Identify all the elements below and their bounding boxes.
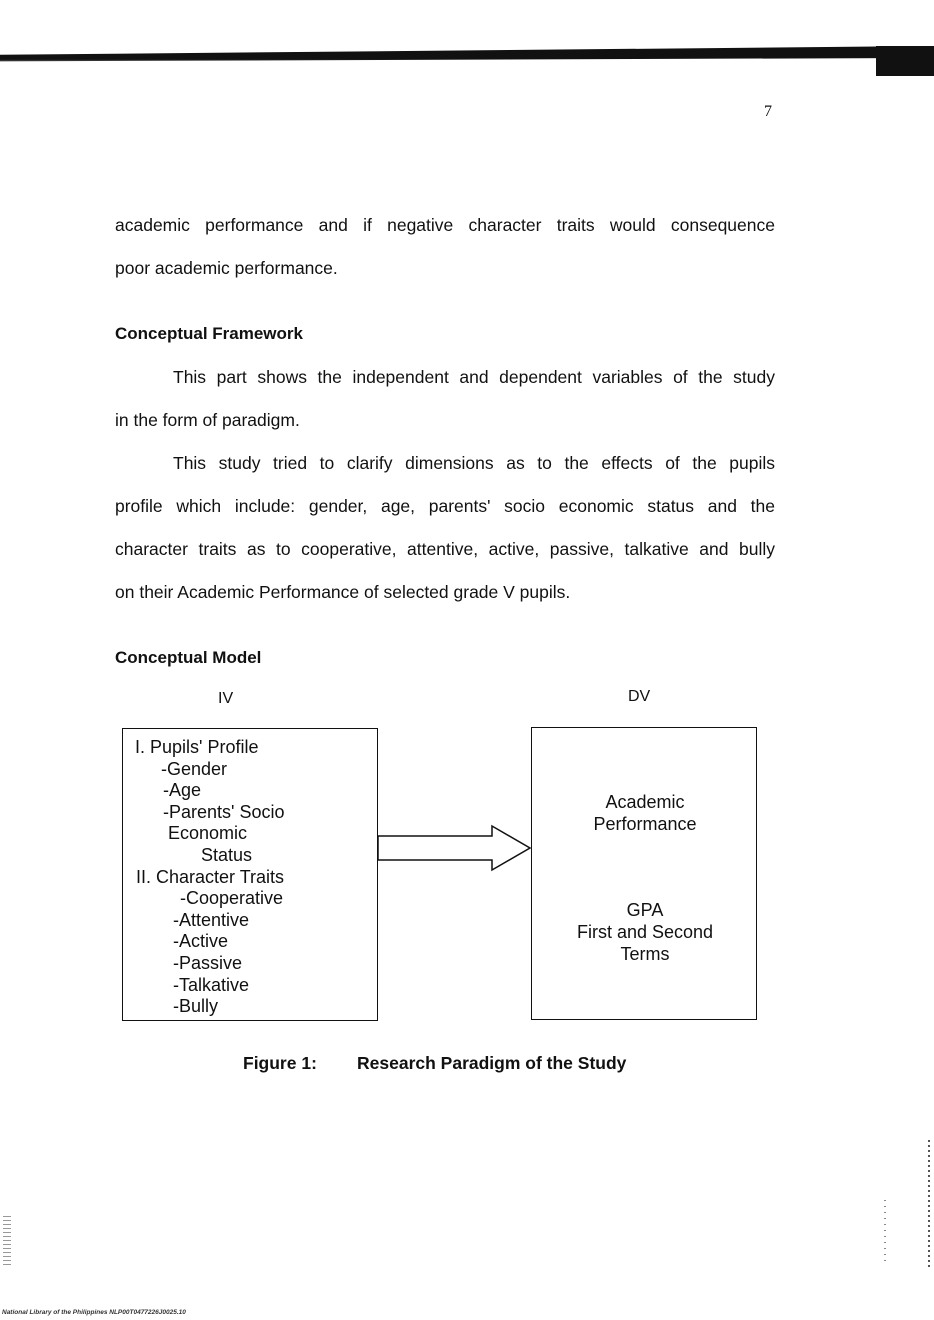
scan-edge-noise <box>928 1140 930 1268</box>
library-footer-mark: National Library of the Philippines NLP00T0477226J0025.10 <box>2 1309 186 1316</box>
framework-p2-line-4: on their Academic Performance of selected grade V pupils. <box>115 582 571 602</box>
framework-p2-line-3: character traits as to cooperative, attentive, active, passive, talkative and bully <box>115 539 775 559</box>
iv-item-cooperative: -Cooperative <box>180 888 284 909</box>
iv-item-passive: -Passive <box>173 952 243 973</box>
intro-line-2: poor academic performance. <box>115 258 338 278</box>
scan-edge-noise-left <box>3 1216 11 1266</box>
iv-item-status: Status <box>201 844 253 865</box>
iv-item-bully: -Bully <box>173 996 219 1017</box>
dv-performance: Performance <box>593 814 697 834</box>
framework-p1-line-2: in the form of paradigm. <box>115 410 300 430</box>
dv-first-second: First and Second <box>576 922 714 942</box>
figure-title: Research Paradigm of the Study <box>357 1053 627 1073</box>
framework-p2-line-2: profile which include: gender, age, parents' socio economic status and the <box>115 496 775 516</box>
iv-item-age: -Age <box>163 780 202 801</box>
iv-item-character-traits: II. Character Traits <box>136 866 285 887</box>
iv-item-parents-socio: -Parents' Socio <box>163 801 285 822</box>
iv-item-attentive: -Attentive <box>173 909 250 930</box>
framework-p1-line-1: This part shows the independent and dependent variables of the study <box>173 367 775 387</box>
scan-top-bar <box>0 46 934 68</box>
conceptual-model-heading: Conceptual Model <box>115 648 262 667</box>
iv-item-economic: Economic <box>168 823 248 844</box>
scan-edge-noise-inner <box>884 1200 886 1264</box>
dv-label: DV <box>628 688 651 705</box>
iv-item-active: -Active <box>173 931 229 952</box>
dv-academic: Academic <box>605 792 685 812</box>
scan-corner-mark <box>876 46 934 76</box>
dv-gpa: GPA <box>626 900 664 920</box>
iv-item-talkative: -Talkative <box>173 974 250 995</box>
right-arrow-icon <box>376 824 534 872</box>
framework-p2-line-1: This study tried to clarify dimensions as to the effects of the pupils <box>173 453 775 473</box>
intro-line-1: academic performance and if negative character traits would consequence <box>115 215 775 235</box>
dv-terms: Terms <box>620 944 670 964</box>
iv-item-gender: -Gender <box>161 758 228 779</box>
conceptual-framework-heading: Conceptual Framework <box>115 324 303 343</box>
figure-label: Figure 1: <box>243 1053 317 1073</box>
iv-item-pupils-profile: I. Pupils' Profile <box>135 737 259 757</box>
page-number: 7 <box>764 103 772 120</box>
iv-label: IV <box>218 690 234 707</box>
dv-box <box>531 727 757 1020</box>
iv-box <box>122 728 378 1021</box>
